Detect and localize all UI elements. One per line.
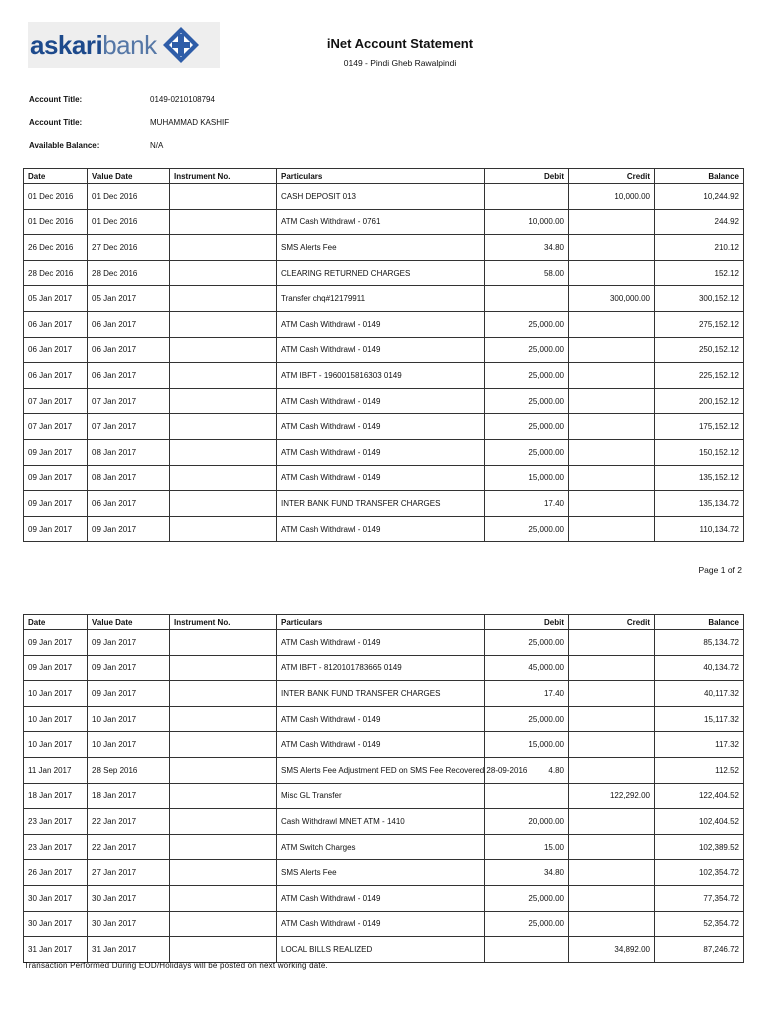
date-cell: 18 Jan 2017	[24, 783, 88, 809]
balance-cell: 300,152.12	[655, 286, 744, 312]
debit-cell: 15,000.00	[485, 732, 569, 758]
balance-cell: 275,152.12	[655, 311, 744, 337]
value-date-cell: 09 Jan 2017	[88, 516, 170, 542]
debit-cell: 45,000.00	[485, 655, 569, 681]
table-row	[24, 860, 744, 886]
debit-cell: 4.80	[485, 757, 569, 783]
value-date-cell: 30 Jan 2017	[88, 911, 170, 937]
particulars-cell: SMS Alerts Fee Adjustment FED on SMS Fee Recovered 28-09-2016	[277, 757, 485, 783]
particulars-cell: ATM Cash Withdrawl - 0149	[277, 465, 485, 491]
column-header: Debit	[485, 169, 569, 184]
balance-cell: 102,389.52	[655, 834, 744, 860]
credit-cell	[569, 860, 655, 886]
balance-cell: 110,134.72	[655, 516, 744, 542]
particulars-cell: Transfer chq#12179911	[277, 286, 485, 312]
table-row	[24, 209, 744, 235]
particulars-cell: ATM Cash Withdrawl - 0761	[277, 209, 485, 235]
table-row	[24, 235, 744, 261]
value-date-cell: 31 Jan 2017	[88, 937, 170, 963]
debit-cell	[485, 184, 569, 210]
debit-cell: 25,000.00	[485, 337, 569, 363]
table-row	[24, 184, 744, 210]
instrument-cell	[170, 809, 277, 835]
credit-cell	[569, 732, 655, 758]
credit-cell	[569, 337, 655, 363]
table-row	[24, 286, 744, 312]
field-label: Account Title:	[29, 118, 83, 127]
account-info	[29, 95, 529, 155]
instrument-cell	[170, 516, 277, 542]
balance-cell: 102,404.52	[655, 809, 744, 835]
date-cell: 09 Jan 2017	[24, 465, 88, 491]
debit-cell: 25,000.00	[485, 885, 569, 911]
table-row	[24, 809, 744, 835]
date-cell: 09 Jan 2017	[24, 439, 88, 465]
value-date-cell: 05 Jan 2017	[88, 286, 170, 312]
balance-cell: 52,354.72	[655, 911, 744, 937]
particulars-cell: ATM Cash Withdrawl - 0149	[277, 911, 485, 937]
date-cell: 07 Jan 2017	[24, 414, 88, 440]
table-row	[24, 885, 744, 911]
value-date-cell: 30 Jan 2017	[88, 885, 170, 911]
column-header: Balance	[655, 615, 744, 630]
debit-cell: 25,000.00	[485, 311, 569, 337]
debit-cell	[485, 783, 569, 809]
particulars-cell: LOCAL BILLS REALIZED	[277, 937, 485, 963]
date-cell: 26 Dec 2016	[24, 235, 88, 261]
particulars-cell: ATM Cash Withdrawl - 0149	[277, 311, 485, 337]
debit-cell: 10,000.00	[485, 209, 569, 235]
particulars-cell: SMS Alerts Fee	[277, 235, 485, 261]
value-date-cell: 06 Jan 2017	[88, 363, 170, 389]
value-date-cell: 27 Dec 2016	[88, 235, 170, 261]
debit-cell: 25,000.00	[485, 706, 569, 732]
debit-cell: 25,000.00	[485, 516, 569, 542]
credit-cell: 122,292.00	[569, 783, 655, 809]
date-cell: 11 Jan 2017	[24, 757, 88, 783]
bank-logo	[28, 22, 220, 68]
date-cell: 23 Jan 2017	[24, 809, 88, 835]
credit-cell	[569, 465, 655, 491]
debit-cell: 25,000.00	[485, 363, 569, 389]
value-date-cell: 10 Jan 2017	[88, 706, 170, 732]
transactions-table-page-2	[23, 614, 744, 963]
value-date-cell: 09 Jan 2017	[88, 655, 170, 681]
value-date-cell: 08 Jan 2017	[88, 465, 170, 491]
balance-cell: 117.32	[655, 732, 744, 758]
credit-cell	[569, 706, 655, 732]
date-cell: 09 Jan 2017	[24, 491, 88, 517]
value-date-cell: 07 Jan 2017	[88, 414, 170, 440]
column-header: Credit	[569, 615, 655, 630]
instrument-cell	[170, 337, 277, 363]
credit-cell	[569, 516, 655, 542]
date-cell: 10 Jan 2017	[24, 732, 88, 758]
column-header: Instrument No.	[170, 169, 277, 184]
date-cell: 10 Jan 2017	[24, 706, 88, 732]
debit-cell: 17.40	[485, 681, 569, 707]
value-date-cell: 10 Jan 2017	[88, 732, 170, 758]
balance-cell: 112.52	[655, 757, 744, 783]
credit-cell	[569, 655, 655, 681]
value-date-cell: 27 Jan 2017	[88, 860, 170, 886]
date-cell: 09 Jan 2017	[24, 630, 88, 656]
instrument-cell	[170, 885, 277, 911]
account-row	[29, 95, 529, 107]
balance-cell: 10,244.92	[655, 184, 744, 210]
date-cell: 10 Jan 2017	[24, 681, 88, 707]
balance-cell: 250,152.12	[655, 337, 744, 363]
date-cell: 06 Jan 2017	[24, 363, 88, 389]
logo-wordmark: askaribank	[30, 29, 157, 60]
field-label: Account Title:	[29, 95, 83, 104]
table-row	[24, 363, 744, 389]
credit-cell	[569, 885, 655, 911]
table-row	[24, 516, 744, 542]
credit-cell	[569, 681, 655, 707]
instrument-cell	[170, 783, 277, 809]
balance-cell: 225,152.12	[655, 363, 744, 389]
debit-cell: 34.80	[485, 860, 569, 886]
value-date-cell: 22 Jan 2017	[88, 834, 170, 860]
particulars-cell: ATM Cash Withdrawl - 0149	[277, 414, 485, 440]
debit-cell: 15,000.00	[485, 465, 569, 491]
credit-cell	[569, 388, 655, 414]
balance-cell: 102,354.72	[655, 860, 744, 886]
column-header: Debit	[485, 615, 569, 630]
credit-cell	[569, 260, 655, 286]
credit-cell	[569, 414, 655, 440]
date-cell: 07 Jan 2017	[24, 388, 88, 414]
debit-cell: 25,000.00	[485, 414, 569, 440]
credit-cell	[569, 491, 655, 517]
particulars-cell: ATM Cash Withdrawl - 0149	[277, 732, 485, 758]
date-cell: 05 Jan 2017	[24, 286, 88, 312]
particulars-cell: Misc GL Transfer	[277, 783, 485, 809]
particulars-cell: SMS Alerts Fee	[277, 860, 485, 886]
field-value: MUHAMMAD KASHIF	[150, 118, 230, 127]
instrument-cell	[170, 937, 277, 963]
date-cell: 06 Jan 2017	[24, 337, 88, 363]
account-row	[29, 118, 529, 130]
value-date-cell: 08 Jan 2017	[88, 439, 170, 465]
particulars-cell: INTER BANK FUND TRANSFER CHARGES	[277, 681, 485, 707]
value-date-cell: 18 Jan 2017	[88, 783, 170, 809]
particulars-cell: ATM Cash Withdrawl - 0149	[277, 388, 485, 414]
instrument-cell	[170, 491, 277, 517]
value-date-cell: 07 Jan 2017	[88, 388, 170, 414]
particulars-cell: CLEARING RETURNED CHARGES	[277, 260, 485, 286]
particulars-cell: ATM Cash Withdrawl - 0149	[277, 439, 485, 465]
instrument-cell	[170, 834, 277, 860]
table-header-row	[24, 169, 744, 184]
instrument-cell	[170, 439, 277, 465]
credit-cell	[569, 834, 655, 860]
instrument-cell	[170, 757, 277, 783]
table-row	[24, 655, 744, 681]
balance-cell: 40,134.72	[655, 655, 744, 681]
credit-cell	[569, 809, 655, 835]
credit-cell: 300,000.00	[569, 286, 655, 312]
table-row	[24, 783, 744, 809]
value-date-cell: 06 Jan 2017	[88, 311, 170, 337]
column-header: Particulars	[277, 615, 485, 630]
credit-cell: 10,000.00	[569, 184, 655, 210]
page-title: iNet Account Statement	[326, 36, 474, 51]
date-cell: 26 Jan 2017	[24, 860, 88, 886]
column-header: Date	[24, 615, 88, 630]
balance-cell: 87,246.72	[655, 937, 744, 963]
table-row	[24, 630, 744, 656]
balance-cell: 152.12	[655, 260, 744, 286]
column-header: Date	[24, 169, 88, 184]
page-number: Page 1 of 2	[698, 565, 742, 575]
table-row	[24, 681, 744, 707]
table-row	[24, 388, 744, 414]
table-row	[24, 732, 744, 758]
transactions-table-page-1	[23, 168, 744, 542]
date-cell: 31 Jan 2017	[24, 937, 88, 963]
field-value: N/A	[150, 141, 164, 150]
table-row	[24, 414, 744, 440]
instrument-cell	[170, 184, 277, 210]
instrument-cell	[170, 706, 277, 732]
debit-cell: 20,000.00	[485, 809, 569, 835]
debit-cell: 25,000.00	[485, 388, 569, 414]
debit-cell: 25,000.00	[485, 630, 569, 656]
debit-cell: 17.40	[485, 491, 569, 517]
column-header: Instrument No.	[170, 615, 277, 630]
balance-cell: 135,152.12	[655, 465, 744, 491]
balance-cell: 122,404.52	[655, 783, 744, 809]
instrument-cell	[170, 911, 277, 937]
value-date-cell: 01 Dec 2016	[88, 184, 170, 210]
table-row	[24, 337, 744, 363]
credit-cell	[569, 439, 655, 465]
table-row	[24, 260, 744, 286]
particulars-cell: ATM Cash Withdrawl - 0149	[277, 337, 485, 363]
instrument-cell	[170, 655, 277, 681]
bank-emblem-icon	[161, 25, 201, 65]
debit-cell: 34.80	[485, 235, 569, 261]
column-header: Particulars	[277, 169, 485, 184]
table-row	[24, 911, 744, 937]
debit-cell: 25,000.00	[485, 911, 569, 937]
particulars-cell: ATM Cash Withdrawl - 0149	[277, 885, 485, 911]
balance-cell: 40,117.32	[655, 681, 744, 707]
debit-cell: 15.00	[485, 834, 569, 860]
particulars-cell: ATM IBFT - 8120101783665 0149	[277, 655, 485, 681]
particulars-cell: Cash Withdrawl MNET ATM - 1410	[277, 809, 485, 835]
debit-cell: 58.00	[485, 260, 569, 286]
date-cell: 23 Jan 2017	[24, 834, 88, 860]
particulars-cell: ATM Cash Withdrawl - 0149	[277, 706, 485, 732]
particulars-cell: INTER BANK FUND TRANSFER CHARGES	[277, 491, 485, 517]
balance-cell: 175,152.12	[655, 414, 744, 440]
instrument-cell	[170, 630, 277, 656]
balance-cell: 15,117.32	[655, 706, 744, 732]
table-row	[24, 439, 744, 465]
particulars-cell: ATM Switch Charges	[277, 834, 485, 860]
date-cell: 09 Jan 2017	[24, 655, 88, 681]
credit-cell	[569, 911, 655, 937]
table-row	[24, 834, 744, 860]
instrument-cell	[170, 388, 277, 414]
balance-cell: 150,152.12	[655, 439, 744, 465]
instrument-cell	[170, 414, 277, 440]
particulars-cell: ATM IBFT - 1960015816303 0149	[277, 363, 485, 389]
column-header: Value Date	[88, 169, 170, 184]
debit-cell	[485, 937, 569, 963]
credit-cell	[569, 363, 655, 389]
value-date-cell: 28 Sep 2016	[88, 757, 170, 783]
instrument-cell	[170, 465, 277, 491]
instrument-cell	[170, 235, 277, 261]
value-date-cell: 09 Jan 2017	[88, 681, 170, 707]
value-date-cell: 06 Jan 2017	[88, 491, 170, 517]
field-value: 0149-0210108794	[150, 95, 215, 104]
credit-cell	[569, 757, 655, 783]
instrument-cell	[170, 260, 277, 286]
debit-cell: 25,000.00	[485, 439, 569, 465]
date-cell: 09 Jan 2017	[24, 516, 88, 542]
instrument-cell	[170, 363, 277, 389]
instrument-cell	[170, 860, 277, 886]
table-row	[24, 937, 744, 963]
value-date-cell: 06 Jan 2017	[88, 337, 170, 363]
column-header: Credit	[569, 169, 655, 184]
table-row	[24, 706, 744, 732]
table-row	[24, 757, 744, 783]
credit-cell	[569, 630, 655, 656]
date-cell: 06 Jan 2017	[24, 311, 88, 337]
value-date-cell: 09 Jan 2017	[88, 630, 170, 656]
balance-cell: 85,134.72	[655, 630, 744, 656]
balance-cell: 135,134.72	[655, 491, 744, 517]
table-row	[24, 491, 744, 517]
date-cell: 01 Dec 2016	[24, 209, 88, 235]
balance-cell: 244.92	[655, 209, 744, 235]
branch-subtitle: 0149 - Pindi Gheb Rawalpindi	[343, 58, 457, 68]
field-label: Available Balance:	[29, 141, 100, 150]
balance-cell: 200,152.12	[655, 388, 744, 414]
column-header: Balance	[655, 169, 744, 184]
account-row	[29, 141, 529, 153]
balance-cell: 77,354.72	[655, 885, 744, 911]
particulars-cell: ATM Cash Withdrawl - 0149	[277, 630, 485, 656]
date-cell: 30 Jan 2017	[24, 885, 88, 911]
table-header-row	[24, 615, 744, 630]
table-row	[24, 311, 744, 337]
instrument-cell	[170, 286, 277, 312]
date-cell: 01 Dec 2016	[24, 184, 88, 210]
column-header: Value Date	[88, 615, 170, 630]
instrument-cell	[170, 732, 277, 758]
instrument-cell	[170, 681, 277, 707]
instrument-cell	[170, 311, 277, 337]
particulars-cell: ATM Cash Withdrawl - 0149	[277, 516, 485, 542]
particulars-cell: CASH DEPOSIT 013	[277, 184, 485, 210]
table-row	[24, 465, 744, 491]
date-cell: 30 Jan 2017	[24, 911, 88, 937]
credit-cell	[569, 235, 655, 261]
debit-cell	[485, 286, 569, 312]
credit-cell: 34,892.00	[569, 937, 655, 963]
value-date-cell: 01 Dec 2016	[88, 209, 170, 235]
footnote: Transaction Performed During EOD/Holidays will be posted on next working date.	[24, 961, 328, 970]
value-date-cell: 22 Jan 2017	[88, 809, 170, 835]
credit-cell	[569, 209, 655, 235]
instrument-cell	[170, 209, 277, 235]
value-date-cell: 28 Dec 2016	[88, 260, 170, 286]
date-cell: 28 Dec 2016	[24, 260, 88, 286]
credit-cell	[569, 311, 655, 337]
balance-cell: 210.12	[655, 235, 744, 261]
